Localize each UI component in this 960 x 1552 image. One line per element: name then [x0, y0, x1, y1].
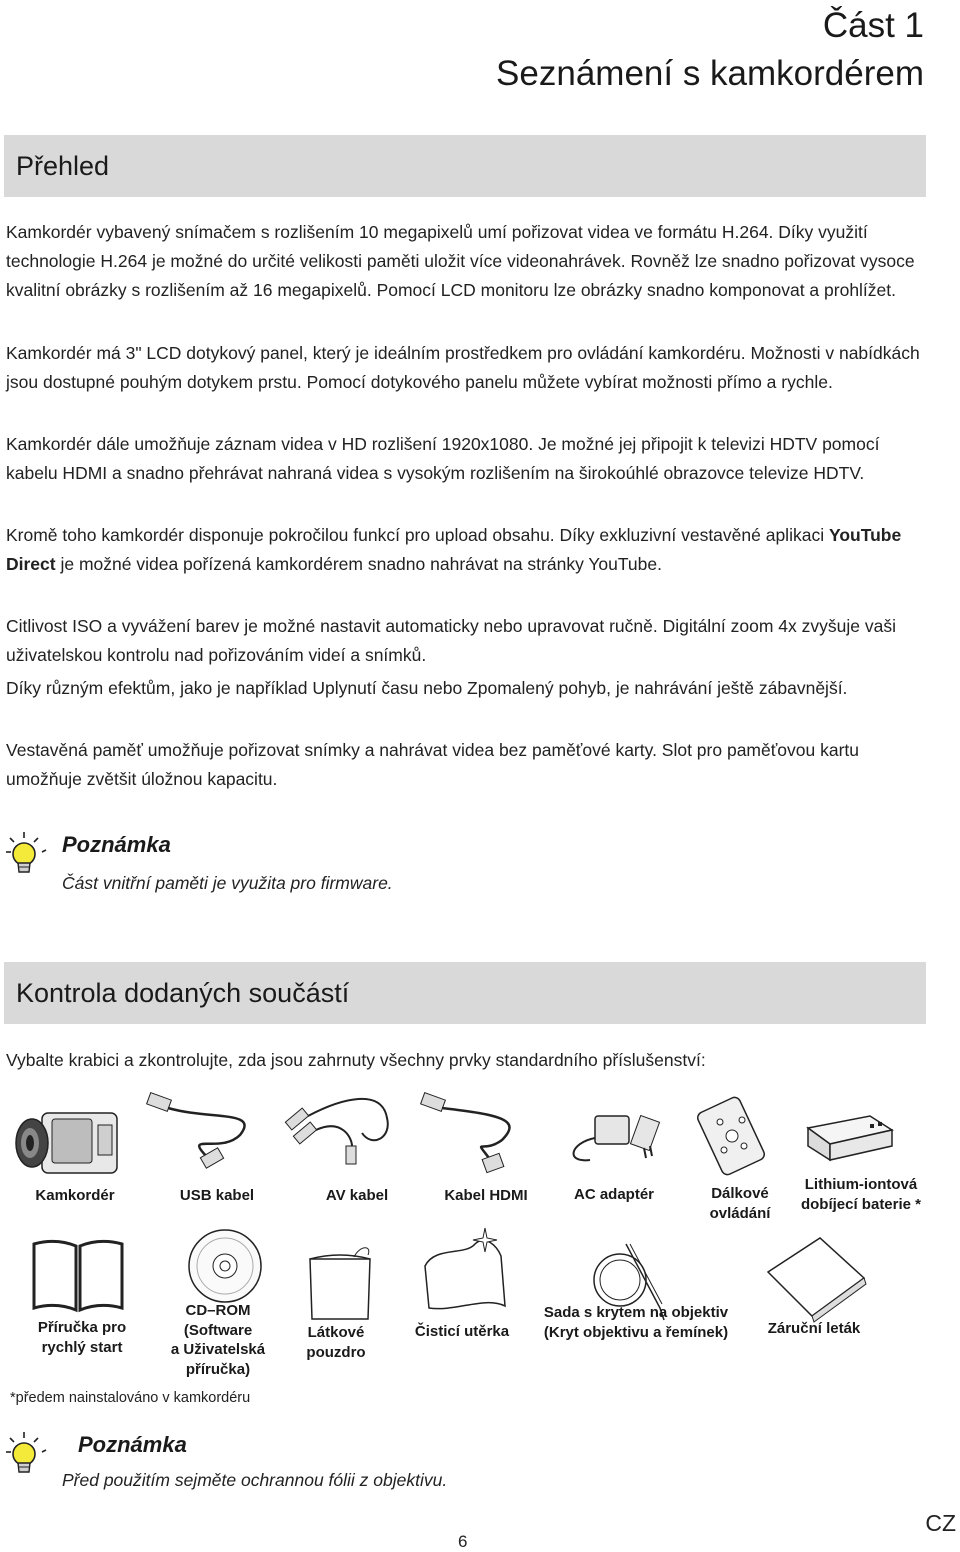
chapter-number: Část 1: [822, 6, 924, 45]
overview-paragraph-1: Kamkordér vybavený snímačem s rozlišením 10 megapixelů umí pořizovat videa ve formátu H.264. Díky využití technologie H.264 je možné do určité velikosti paměti uložit více videonahrávek. Rovněž lze snadno pořizovat vysoce kvalitní obrázky s rozlišením až 16 megapixelů. Pomocí LCD monitoru lze obrázky snadno komponovat a prohlížet.: [6, 222, 915, 300]
paragraph-text: je možné videa pořízená kamkordérem snadno nahrávat na stránky YouTube.: [55, 553, 662, 574]
label-line: příručka): [185, 1360, 251, 1378]
overview-paragraph-6: Díky různým efektům, jako je například Uplynutí času nebo Zpomalený pohyb, je nahrávání ještě zábavnější.: [6, 678, 848, 698]
overview-paragraph-3: Kamkordér dále umožňuje záznam videa v HD rozlišení 1920x1080. Je možné jej připojit k televizi HDTV pomocí kabelu HDMI a snadno přehrávat nahraná videa s vysokým rozlišením na širokoúhlé obrazovce televize HDTV.: [6, 434, 880, 483]
label-line: pouzdro: [306, 1343, 366, 1361]
label-line: Lithium-iontová: [804, 1176, 918, 1193]
overview-paragraph-2: Kamkordér má 3" LCD dotykový panel, který je ideálním prostředkem pro ovládání kamkordéru. Možnosti v nabídkách jsou dostupné pouhým dotykem prstu. Pomocí dotykového panelu můžete vybírat možnosti přímo a rychle.: [6, 343, 920, 392]
label-usb-cable: USB kabel: [179, 1187, 255, 1204]
ac-adapter-image: [560, 1098, 670, 1173]
quick-guide-image: [28, 1236, 128, 1316]
contents-intro: Vybalte krabici a zkontrolujte, zda jsou zahrnuty všechny prvky standardního příslušenství:: [6, 1050, 706, 1070]
hdmi-cable-image: [412, 1090, 532, 1175]
label-warranty: Záruční leták: [767, 1320, 861, 1337]
label-line: Sada s krytem na objektiv: [543, 1304, 729, 1321]
label-hdmi-cable: Kabel HDMI: [444, 1187, 528, 1204]
overview-paragraph-4: [6, 521, 926, 579]
section-heading-contents: Kontrola dodaných součástí: [4, 962, 926, 1024]
label-line: a Uživatelská: [170, 1341, 266, 1358]
label-quick-guide: [22, 1318, 142, 1357]
label-lens-cap-kit: [527, 1303, 745, 1342]
label-av-cable: AV kabel: [325, 1187, 389, 1204]
overview-paragraph-7: Vestavěná paměť umožňuje pořizovat snímky a nahrávat videa bez paměťové karty. Slot pro paměťovou kartu umožňuje zvětšit úložnou kapacitu.: [6, 740, 860, 789]
label-pouch: [286, 1323, 386, 1362]
note-title: Poznámka: [78, 1432, 187, 1457]
label-line: ovládání: [709, 1204, 771, 1222]
label-line: (Kryt objektivu a řemínek): [543, 1323, 729, 1341]
language-code: CZ: [925, 1510, 956, 1536]
section-heading-overview: Přehled: [4, 135, 926, 197]
pouch-image: [300, 1245, 380, 1323]
label-ac-adapter: AC adaptér: [573, 1186, 655, 1203]
overview-paragraph-5: Citlivost ISO a vyvážení barev je možné nastavit automaticky nebo upravovat ručně. Digitální zoom 4x zvyšuje vaši uživatelskou kontrolu nad pořizováním videí a snímků.: [6, 616, 896, 665]
youtube-direct-name: YouTube Direct: [6, 525, 902, 574]
preinstalled-footnote: *předem nainstalováno v kamkordéru: [10, 1390, 251, 1406]
remote-control-image: [690, 1098, 780, 1178]
label-line: Látkové: [307, 1324, 365, 1341]
label-line: (Software: [183, 1321, 253, 1339]
warranty-card-image: [760, 1228, 870, 1324]
note-title: Poznámka: [62, 832, 171, 857]
label-line: dobíjecí baterie *: [800, 1195, 922, 1213]
page-number: 6: [458, 1532, 468, 1551]
label-line: CD–ROM: [185, 1302, 251, 1319]
label-camcorder: Kamkordér: [35, 1187, 115, 1204]
av-cable-image: [282, 1088, 402, 1170]
paragraph-text: Kromě toho kamkordér disponuje pokročilou funkcí pro upload obsahu. Díky exkluzivní vestavěné aplikaci: [6, 525, 829, 545]
label-cleaning-cloth: Čisticí utěrka: [414, 1323, 510, 1340]
label-line: rychlý start: [41, 1338, 123, 1356]
label-cd-rom: [158, 1301, 278, 1379]
cd-rom-image: [185, 1226, 265, 1306]
lightbulb-icon: [4, 1430, 48, 1478]
label-battery: [791, 1175, 931, 1214]
label-line: Dálkové: [711, 1185, 769, 1202]
label-remote-control: [685, 1184, 795, 1223]
note-text: Část vnitřní paměti je využita pro firmware.: [62, 873, 393, 893]
note-text: Před použitím sejměte ochrannou fólii z objektivu.: [62, 1470, 448, 1490]
label-line: Příručka pro: [37, 1319, 127, 1336]
cleaning-cloth-image: [415, 1226, 515, 1318]
lightbulb-icon: [4, 830, 48, 878]
camcorder-image: [12, 1105, 122, 1180]
chapter-title: Seznámení s kamkordérem: [496, 54, 924, 93]
usb-cable-image: [140, 1090, 270, 1170]
chapter-heading: [496, 2, 924, 98]
battery-image: [800, 1110, 900, 1165]
